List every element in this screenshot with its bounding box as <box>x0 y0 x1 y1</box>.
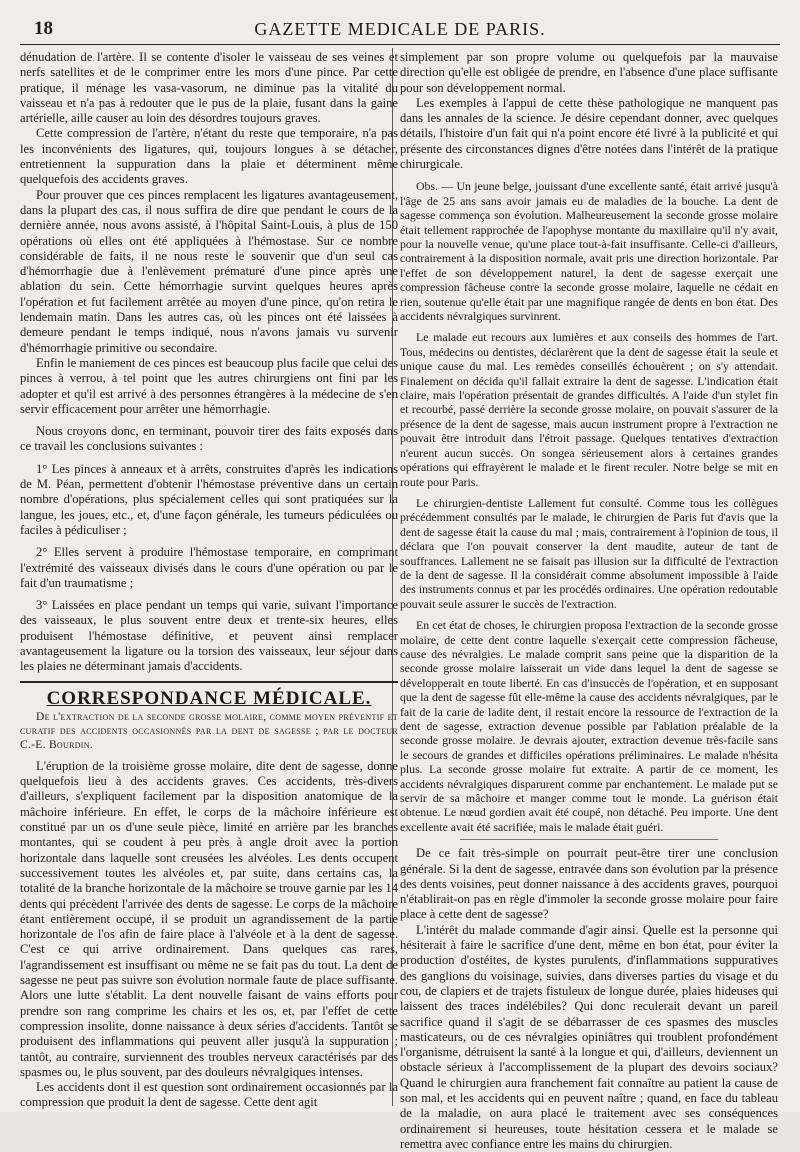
observation-paragraph: Le chirurgien-dentiste Lallement fut consulté. Comme tous les collègues précédemment consultés par le malade, le chirurgien de Paris fut d'avis que la dent de sagesse était la cause du mal ; mais, contrairement à l'opinion de tous, il déclara que l'on pouvait conserver la dent maudite, auteur de tant de souffrances. Lallement ne se faisait pas illusion sur la difficulté de l'extraction de la dent de sagesse. Il la considérait comme absolument impossible à l'aide des instruments connus et par les procédés ordinaires. Une opération redoutable pouvait seule assurer le succès de l'extraction. <box>400 495 778 611</box>
page-number: 18 <box>34 18 53 39</box>
page-header <box>20 8 780 45</box>
running-title: GAZETTE MEDICALE DE PARIS. <box>254 19 546 39</box>
article-paragraph: Les accidents dont il est question sont ordinairement occasionnés par la compression que produit la dent de sagesse. Cette dent agit <box>20 1080 398 1110</box>
paragraph: Pour prouver que ces pinces remplacent les ligatures avantageusement, dans la plupart des cas, il nous suffira de dire que pendant le cours de la dernière année, nous avons assisté, à l'hôpital Saint-Louis, à plus de 150 opérations où elles ont été appliquées à l'hémostase. Sur ce nombre considérable de faits, il ne nous reste le souvenir que d'un seul cas d'hémorrhagie due à l'enlèvement prématuré d'une pince après une ablation du sein. Cette hémorrhagie survint quelques heures après l'opération et fut facilement arrêtée au moyen d'une pince, qu'on retira le lendemain matin. Dans les autres cas, où les pinces ont été laissées à demeure pendant le temps indiqué, nous n'avons jamais vu survenir d'hémorrhagie primitive ou secondaire. <box>20 187 398 355</box>
conclusion-paragraph: De ce fait très-simple on pourrait peut-être tirer une conclusion générale. Si la dent de sagesse, entravée dans son évolution par la présence des dents voisines, peut donner naissance à des accidents graves, pourquoi n'établirait-on pas en règle d'immoler la seconde grosse molaire pour faire place à cette dent de sagesse? <box>400 846 778 922</box>
left-column <box>20 50 398 1110</box>
conclusion-item: 3° Laissées en place pendant un temps qui varie, suivant l'importance des vaisseaux, le plus souvent entre deux et trente-six heures, elles produisent l'hémostase définitive, et peuvent ainsi remplacer avantageusement la ligature ou la torsion des vaisseaux, leur séjour dans les plaies ne déterminant jamais d'accidents. <box>20 598 398 674</box>
conclusion-paragraph: L'intérêt du malade commande d'agir ainsi. Quelle est la personne qui hésiterait à faire le sacrifice d'une dent, même en bon état, pour éviter la production d'ostéites, de kystes purulents, d'inflammations suppuratives des ganglions du voisinage, suivies, dans diverses parties du visage et du cou, de clapiers et de trajets fistuleux de longue durée, plaies hideuses qui laissent des traces indélébiles? Qui donc reculerait devant un pareil sacrifice quand il s'agit de se débarrasser de ces spasmes des muscles masticateurs, ou de ces névralgies opiniâtres qui troublent profondément l'organisme, détruisent la santé à la longue et qui, d'ailleurs, deviennent un obstacle sérieux à l'accomplissement de la plupart des devoirs sociaux? Quand le chirurgien aura franchement fait connaître au patient la cause de son mal, et les accidents qui en peuvent naître ; quand, en face du tableau de la maladie, on aura placé le traitement avec ses conséquences ordinairement si heureuses, toute hésitation cessera et le malade se remettra avec confiance entre les mains du chirurgien. <box>400 922 778 1151</box>
section-title: CORRESPONDANCE MÉDICALE. <box>20 681 398 710</box>
observation-paragraph: Le malade eut recours aux lumières et aux conseils des hommes de l'art. Tous, médecins ou dentistes, déclarèrent que la dent de sagesse était la seule et unique cause du mal. Les remèdes conseillés échouèrent ; on s'y attendait. Finalement on décida qu'il fallait extraire la dent de sagesse. L'indication était claire, mais l'opération présentait de grandes difficultés. A l'aide d'un stylet fin et recourbé, passé derrière la seconde grosse molaire, on pouvait s'assurer de la présence de la dent de sagesse, mais aucun instrument propre à l'extraction ne pouvait être introduit dans l'étroit passage. Quelques tentatives d'extraction n'eurent aucun succès. On songea sérieusement alors à certaines grandes opérations qui effrayèrent le malade et le firent reculer. Notre belge se mit en route pour Paris. <box>400 330 778 489</box>
article-subtitle-text: De l'extraction de la seconde grosse molaire, comme moyen préventif et curatif des accidents occasionnés par la dent de sagesse ; par le docteur C.-E. Bourdin. <box>20 710 398 751</box>
paragraph: Les exemples à l'appui de cette thèse pathologique ne manquent pas dans les annales de la science. Je désire cependant donner, avec quelques détails, l'histoire d'un fait qui n'a point encore été livré à la publicité et qui présente des circonstances dignes d'être notées dans l'intérêt de la pratique chirurgicale. <box>400 95 778 172</box>
paragraph: simplement par son propre volume ou quelquefois par la mauvaise direction qu'elle est obligée de prendre, en l'absence d'une place suffisante pour son développement normal. <box>400 50 778 95</box>
conclusion-item: 1° Les pinces à anneaux et à arrêts, construites d'après les indications de M. Péan, permettent d'obtenir l'hémostase préventive dans un certain nombre d'opérations, plus spécialement celles qui sont pratiquées sur la langue, les joues, etc., et, d'une façon générale, les tumeurs pédiculées ou faciles à pédiculiser ; <box>20 461 398 537</box>
observation-separator <box>460 839 718 840</box>
article-subtitle <box>20 710 398 752</box>
paragraph: Cette compression de l'artère, n'étant du reste que temporaire, n'a pas les inconvénients des ligatures, qui, toujours longues à se détacher, entretiennent la suppuration dans la plaie et déterminent même quelquefois des accidents graves. <box>20 126 398 187</box>
paragraph: dénudation de l'artère. Il se contente d'isoler le vaisseau de ses veines et nerfs satellites et de le comprimer entre les mors d'une pince. Par cette pratique, il ménage les vasa-vasorum, ne diminue pas la vitalité du vaisseau et n'a pas à redouter que le pus de la plaie, fusant dans la gaine artérielle, aille causer au loin des désordres toujours graves. <box>20 50 398 126</box>
paragraph: Nous croyons donc, en terminant, pouvoir tirer des faits exposés dans ce travail les conclusions suivantes : <box>20 424 398 454</box>
article-paragraph: L'éruption de la troisième grosse molaire, dite dent de sagesse, donne quelquefois lieu à des accidents graves. Ces accidents, très-divers d'ailleurs, s'expliquent facilement par la disposition anatomique de la mâchoire inférieure. En effet, le corps de la mâchoire inférieure est constitué par un os d'une seule pièce, limité en arrière par les branches montantes, qui se coudent à peu près à angle droit avec la portion horizontale dans laquelle sont creusées les alvéoles. Les dents occupent successivement toutes les alvéoles et, par suite, dans certains cas, la totalité de la branche horizontale de la mâchoire se trouve garnie par les 14 dents qui précèdent l'arrivée des dents de sagesse. Le corps de la mâchoire étant entièrement occupé, il se produit un agrandissement de la partie horizontale de l'os afin de faire place à l'alvéole et à la dent de sagesse. C'est ce qui arrive ordinairement. Dans quelques cas rares, l'agrandissement est insuffisant ou même ne se fait pas du tout. La dent de sagesse ne peut pas suivre son évolution normale faute de place suffisante. Alors une lutte s'établit. La dent nouvelle faisant de vains efforts pour prendre son rang comprime les chairs et les os, et, par l'effet de cette compression insolite, donne naissance à deux séries d'accidents. Tantôt se produisent des inflammations qui peuvent aller jusqu'à la suppuration ; tantôt, au contraire, surviennent des troubles nerveux caractérisés par des spasmes ou, le plus souvent, par des douleurs névralgiques intenses. <box>20 758 398 1079</box>
paragraph: Enfin le maniement de ces pinces est beaucoup plus facile que celui des pinces à verrou, à tel point que les autres chirurgiens ont fini par les adopter et qu'il est arrivé à des personnes étrangères à la médecine de s'en servir efficacement pour arrêter une hémorrhagie. <box>20 355 398 416</box>
observation-paragraph: Obs. — Un jeune belge, jouissant d'une excellente santé, était arrivé jusqu'à l'âge de 25 ans sans avoir jamais eu de maladies de la bouche. La dent de sagesse commença son évolution. Malheureusement la seconde grosse molaire était tellement rapprochée de l'apophyse montante du maxillaire qu'il n'y avait, pour la nouvelle venue, qu'une place tout-à-fait insuffisante. Celle-ci d'ailleurs, contrairement à la disposition normale, avait pris une direction horizontale. Par l'effet de son développement naturel, la dent de sagesse exerçait une compression fâcheuse contre la seconde grosse molaire, laquelle ne cédait en rien, soutenue qu'elle était par une magnifique rangée de dents en bon état. Des accidents névralgiques survinrent. <box>400 179 778 324</box>
observation-paragraph: En cet état de choses, le chirurgien proposa l'extraction de la seconde grosse molaire, de cette dent contre laquelle s'exerçait cette compression fâcheuse, cause des névralgies. Le malade comprit sans peine que la disparition de la seconde grosse molaire laisserait un vide dans lequel la dent de sagesse se développerait en toute liberté. En cas d'insuccès de l'opération, et en supposant que la dent de sagesse fût elle-même la cause des accidents névralgiques, par le fait de la carie de ladite dent, il restait encore la ressource de l'extraction de la dent de sagesse, extraction devenue possible par l'ablation préalable de la seconde grosse molaire. Je devrais ajouter, extraction devenue très-facile sans le secours de grandes et difficiles opérations préliminaires. Le malade n'hésita plus. La seconde grosse molaire fut extraite. A partir de ce moment, les accidents névralgiques disparurent comme par enchantement. Le malade put se servir de sa mâchoire et manger comme tout le monde. La guérison était obtenue. Le nœud gordien avait été coupé, non détaché. Peu importe. Une dent excellente avait été sacrifiée, mais le malade était guéri. <box>400 618 778 834</box>
conclusion-item: 2° Elles servent à produire l'hémostase temporaire, en comprimant l'extrémité des vaisseaux divisés dans le cours d'une opération ou par le fait d'un traumatisme ; <box>20 545 398 590</box>
right-column <box>400 50 778 1151</box>
